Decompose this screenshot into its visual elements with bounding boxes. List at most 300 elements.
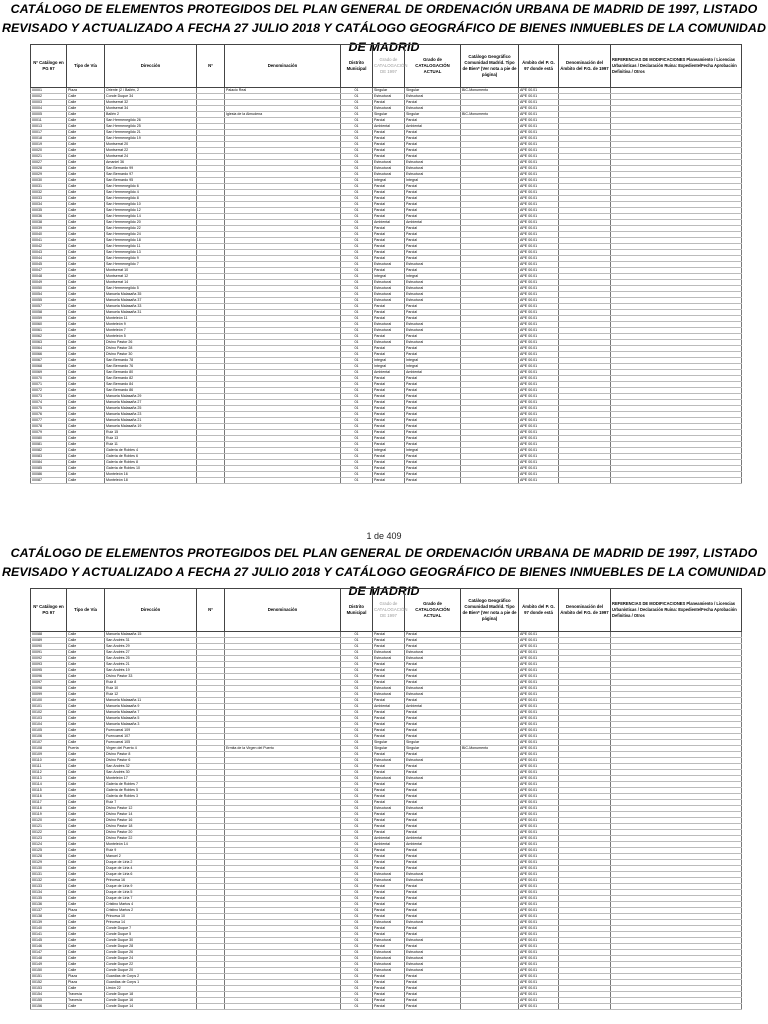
cell-grade-1997: Estructural [373, 286, 405, 292]
cell-grade-current: Parcial [405, 752, 461, 758]
cell-catalog-number: 00075 [31, 406, 67, 412]
cell-address: Conde Duque 5 [105, 932, 197, 938]
cell-catalog-number: 00030 [31, 178, 67, 184]
cell-district: 01 [341, 478, 373, 484]
cell-catalog-number: 00038 [31, 220, 67, 226]
cell-district: 01 [341, 250, 373, 256]
cell-catalog-number: 00133 [31, 884, 67, 890]
cell-area-name [559, 1004, 611, 1010]
cell-pg-area: APE 00.01 [519, 364, 559, 370]
cell-road-type: Calle [67, 842, 105, 848]
cell-catalog-number: 00073 [31, 394, 67, 400]
cell-grade-1997: Parcial [373, 454, 405, 460]
cell-grade-1997: Parcial [373, 442, 405, 448]
cell-grade-current: Parcial [405, 710, 461, 716]
cell-road-type: Calle [67, 436, 105, 442]
cell-grade-current: Parcial [405, 256, 461, 262]
cell-road-type: Calle [67, 424, 105, 430]
cell-road-type: Calle [67, 944, 105, 950]
cell-grade-current: Parcial [405, 118, 461, 124]
cell-grade-1997: Estructural [373, 340, 405, 346]
cell-grade-current: Estructural [405, 328, 461, 334]
cell-address: Princesa 16 [105, 878, 197, 884]
cell-road-type: Calle [67, 938, 105, 944]
cell-grade-current: Parcial [405, 430, 461, 436]
cell-road-type: Calle [67, 926, 105, 932]
cell-grade-1997: Parcial [373, 334, 405, 340]
cell-address: Galería de Robles 5 [105, 788, 197, 794]
cell-catalog-number: 00153 [31, 986, 67, 992]
cell-pg-area: APE 00.01 [519, 238, 559, 244]
cell-district: 01 [341, 208, 373, 214]
cell-district: 01 [341, 244, 373, 250]
cell-address: San Bernardo 99 [105, 166, 197, 172]
cell-district: 01 [341, 220, 373, 226]
cell-district: 01 [341, 848, 373, 854]
cell-grade-current: Parcial [405, 148, 461, 154]
cell-road-type: Calle [67, 352, 105, 358]
cell-road-type: Calle [67, 196, 105, 202]
cell-grade-1997: Parcial [373, 644, 405, 650]
cell-address: Conde Duque 18 [105, 992, 197, 998]
cell-road-type: Calle [67, 334, 105, 340]
cell-grade-1997: Estructural [373, 968, 405, 974]
cell-catalog-number: 00068 [31, 364, 67, 370]
cell-address: San Andrés 19 [105, 668, 197, 674]
cell-road-type: Calle [67, 250, 105, 256]
cell-grade-1997: Parcial [373, 214, 405, 220]
cell-district: 01 [341, 292, 373, 298]
cell-pg-area: APE 00.01 [519, 178, 559, 184]
cell-pg-area: APE 00.01 [519, 370, 559, 376]
cell-grade-1997: Parcial [373, 824, 405, 830]
cell-grade-current: Parcial [405, 632, 461, 638]
cell-address: Divino Pastor 28 [105, 346, 197, 352]
cell-grade-current: Parcial [405, 436, 461, 442]
cell-address: Galería de Robles 6 [105, 454, 197, 460]
cell-road-type: Calle [67, 632, 105, 638]
cell-grade-current: Parcial [405, 268, 461, 274]
cell-road-type: Calle [67, 442, 105, 448]
cell-catalog-number: 00021 [31, 154, 67, 160]
cell-road-type: Calle [67, 650, 105, 656]
cell-pg-area: APE 00.01 [519, 944, 559, 950]
cell-grade-current: Estructural [405, 872, 461, 878]
cell-pg-area: APE 00.01 [519, 418, 559, 424]
cell-grade-current: Estructural [405, 806, 461, 812]
cell-road-type: Calle [67, 836, 105, 842]
cell-road-type: Calle [67, 340, 105, 346]
cell-address: Ruiz 7 [105, 800, 197, 806]
cell-grade-current: Parcial [405, 154, 461, 160]
cell-district: 01 [341, 400, 373, 406]
cell-pg-area: APE 00.01 [519, 298, 559, 304]
cell-grade-current: Parcial [405, 824, 461, 830]
cell-district: 01 [341, 160, 373, 166]
cell-catalog-number: 00119 [31, 812, 67, 818]
cell-address: Manuela Malasaña 31 [105, 310, 197, 316]
cell-catalog-number: 00060 [31, 322, 67, 328]
cell-grade-1997: Parcial [373, 118, 405, 124]
cell-grade-current: Estructural [405, 950, 461, 956]
cell-grade-current: Integral [405, 178, 461, 184]
cell-grade-current: Parcial [405, 244, 461, 250]
cell-address: Conde Duque 34 [105, 94, 197, 100]
cell-address: Fuencarral 105 [105, 740, 197, 746]
cell-pg-area: APE 00.01 [519, 986, 559, 992]
cell-district: 01 [341, 644, 373, 650]
cell-grade-current: Parcial [405, 208, 461, 214]
cell-pg-area: APE 00.01 [519, 788, 559, 794]
cell-address: Manuela Malasaña 27 [105, 400, 197, 406]
cell-catalog-number: 00122 [31, 830, 67, 836]
cell-district: 01 [341, 298, 373, 304]
cell-pg-area: APE 00.01 [519, 232, 559, 238]
cell-address: Monteleón 16 [105, 472, 197, 478]
cell-grade-current: Integral [405, 358, 461, 364]
cell-road-type: Calle [67, 692, 105, 698]
cell-address: Montserrat 24 [105, 154, 197, 160]
cell-district: 01 [341, 304, 373, 310]
cell-address: Fuencarral 107 [105, 734, 197, 740]
cell-catalog-number: 00108 [31, 746, 67, 752]
cell-grade-1997: Parcial [373, 782, 405, 788]
cell-address: Conde Duque 30 [105, 938, 197, 944]
cell-address: San Hermenegildo 9 [105, 256, 197, 262]
cell-grade-current: Parcial [405, 698, 461, 704]
cell-grade-current: Parcial [405, 460, 461, 466]
cell-grade-1997: Parcial [373, 884, 405, 890]
cell-road-type: Calle [67, 292, 105, 298]
cell-catalog-number: 00058 [31, 310, 67, 316]
cell-address: Monteleón 9 [105, 322, 197, 328]
cell-grade-current: Parcial [405, 764, 461, 770]
cell-district: 01 [341, 632, 373, 638]
cell-road-type: Calle [67, 776, 105, 782]
table-row [31, 1004, 742, 1010]
cell-catalog-number: 00070 [31, 376, 67, 382]
cell-pg-area: APE 00.01 [519, 908, 559, 914]
cell-pg-area: APE 00.01 [519, 400, 559, 406]
cell-address: San Andrés 27 [105, 650, 197, 656]
cell-catalog-number: 00067 [31, 358, 67, 364]
cell-road-type: Calle [67, 364, 105, 370]
cell-grade-1997: Integral [373, 274, 405, 280]
cell-address: Duque de Liria 5 [105, 890, 197, 896]
cell-grade-1997: Parcial [373, 974, 405, 980]
cell-pg-area: APE 00.01 [519, 950, 559, 956]
cell-pg-area: APE 00.01 [519, 632, 559, 638]
cell-catalog-number: 00020 [31, 148, 67, 154]
cell-grade-1997: Estructural [373, 692, 405, 698]
cell-catalog-number: 00140 [31, 926, 67, 932]
cell-grade-current: Parcial [405, 442, 461, 448]
cell-grade-current: Estructural [405, 938, 461, 944]
cell-pg-area: APE 00.01 [519, 734, 559, 740]
cell-district: 01 [341, 280, 373, 286]
cell-catalog-number: 00151 [31, 974, 67, 980]
cell-address: San Hermenegildo 18 [105, 238, 197, 244]
cell-district: 01 [341, 998, 373, 1004]
cell-road-type: Calle [67, 854, 105, 860]
cell-road-type: Calle [67, 430, 105, 436]
cell-address: San Bernardo 78 [105, 358, 197, 364]
cell-pg-area: APE 00.01 [519, 716, 559, 722]
cell-catalog-number: 00134 [31, 890, 67, 896]
cell-address: Conde Duque 7 [105, 926, 197, 932]
cell-grade-current: Parcial [405, 454, 461, 460]
cell-pg-area: APE 00.01 [519, 226, 559, 232]
cell-road-type: Calle [67, 878, 105, 884]
cell-road-type: Calle [67, 160, 105, 166]
cell-address: Divino Pastor 26 [105, 340, 197, 346]
cell-district: 01 [341, 226, 373, 232]
cell-catalog-number: 00110 [31, 758, 67, 764]
cell-district: 01 [341, 430, 373, 436]
cell-catalog-number: 00004 [31, 106, 67, 112]
cell-district: 01 [341, 136, 373, 142]
cell-district: 01 [341, 878, 373, 884]
cell-road-type: Calle [67, 412, 105, 418]
cell-grade-1997: Parcial [373, 764, 405, 770]
cell-district: 01 [341, 466, 373, 472]
cell-number [197, 478, 225, 484]
cell-grade-current: Parcial [405, 728, 461, 734]
cell-district: 01 [341, 824, 373, 830]
cell-district: 01 [341, 752, 373, 758]
cell-address: Ruiz 10 [105, 686, 197, 692]
cell-address: Divino Pastor 22 [105, 836, 197, 842]
cell-district: 01 [341, 902, 373, 908]
cell-catalog-number: 00131 [31, 872, 67, 878]
cell-pg-area: APE 00.01 [519, 136, 559, 142]
cell-address: Conde Duque 28 [105, 944, 197, 950]
cell-pg-area: APE 00.01 [519, 208, 559, 214]
cell-district: 01 [341, 782, 373, 788]
cell-catalog-number: 00080 [31, 436, 67, 442]
cell-grade-current: Parcial [405, 914, 461, 920]
cell-road-type: Calle [67, 752, 105, 758]
col-header-district: Distrito Municipal [341, 589, 373, 632]
cell-road-type: Plaza [67, 908, 105, 914]
cell-grade-current: Parcial [405, 142, 461, 148]
cell-grade-1997: Singular [373, 746, 405, 752]
cell-denomination: Palacio Real [225, 88, 341, 94]
cell-district: 01 [341, 388, 373, 394]
col-header-area-name: Denominación del Ámbito del P.G. de 1997 [559, 589, 611, 632]
cell-address: Ruiz 11 [105, 442, 197, 448]
cell-catalog-number: 00109 [31, 752, 67, 758]
cell-district: 01 [341, 94, 373, 100]
cell-road-type: Calle [67, 208, 105, 214]
cell-grade-current: Parcial [405, 890, 461, 896]
cell-catalog-number: 00096 [31, 674, 67, 680]
cell-district: 01 [341, 418, 373, 424]
cell-grade-1997: Parcial [373, 800, 405, 806]
cell-address: San Hermenegildo 10 [105, 202, 197, 208]
cell-road-type: Calle [67, 118, 105, 124]
cell-grade-1997: Singular [373, 88, 405, 94]
cell-address: Ruiz 15 [105, 430, 197, 436]
cell-road-type: Calle [67, 704, 105, 710]
cell-grade-current: Parcial [405, 638, 461, 644]
cell-catalog-number: 00002 [31, 94, 67, 100]
cell-district: 01 [341, 364, 373, 370]
cell-grade-1997: Estructural [373, 872, 405, 878]
cell-pg-area: APE 00.01 [519, 668, 559, 674]
cell-asset-type [461, 1004, 519, 1010]
col-header-denomination: Denominación [225, 589, 341, 632]
cell-pg-area: APE 00.01 [519, 662, 559, 668]
cell-address: Monteleón 7 [105, 328, 197, 334]
cell-district: 01 [341, 352, 373, 358]
cell-grade-current: Estructural [405, 322, 461, 328]
cell-pg-area: APE 00.01 [519, 776, 559, 782]
cell-grade-1997: Parcial [373, 698, 405, 704]
cell-district: 01 [341, 118, 373, 124]
cell-grade-1997: Parcial [373, 848, 405, 854]
cell-pg-area: APE 00.01 [519, 884, 559, 890]
cell-catalog-number: 00033 [31, 196, 67, 202]
cell-catalog-number: 00137 [31, 908, 67, 914]
cell-district: 01 [341, 788, 373, 794]
cell-grade-1997: Parcial [373, 926, 405, 932]
cell-address: Duque de Liria 9 [105, 884, 197, 890]
cell-grade-1997: Integral [373, 358, 405, 364]
cell-road-type: Calle [67, 884, 105, 890]
cell-pg-area: APE 00.01 [519, 710, 559, 716]
cell-pg-area: APE 00.01 [519, 148, 559, 154]
cell-grade-current: Estructural [405, 686, 461, 692]
cell-catalog-number: 00054 [31, 292, 67, 298]
cell-catalog-number: 00066 [31, 352, 67, 358]
cell-district: 01 [341, 232, 373, 238]
cell-district: 01 [341, 704, 373, 710]
cell-road-type: Calle [67, 986, 105, 992]
cell-grade-current: Parcial [405, 644, 461, 650]
cell-grade-current: Singular [405, 746, 461, 752]
cell-road-type: Calle [67, 244, 105, 250]
cell-address: Divino Pastor 18 [105, 824, 197, 830]
col-header-number: Nº [197, 45, 225, 88]
cell-grade-1997: Parcial [373, 638, 405, 644]
cell-catalog-number: 00104 [31, 722, 67, 728]
cell-road-type: Calle [67, 154, 105, 160]
cell-district: 01 [341, 926, 373, 932]
cell-grade-current: Parcial [405, 394, 461, 400]
cell-catalog-number: 00095 [31, 668, 67, 674]
cell-grade-1997: Parcial [373, 190, 405, 196]
cell-grade-1997: Parcial [373, 136, 405, 142]
cell-pg-area: APE 00.01 [519, 142, 559, 148]
cell-road-type: Calle [67, 310, 105, 316]
cell-district: 01 [341, 818, 373, 824]
cell-address: San Andrés 25 [105, 656, 197, 662]
col-header-catalog-number: Nº Catálogo en PG 97 [31, 589, 67, 632]
cell-grade-current: Parcial [405, 184, 461, 190]
cell-catalog-number: 00081 [31, 442, 67, 448]
col-header-grade-current: Grado de CATALOGACIÓN ACTUAL [405, 589, 461, 632]
cell-grade-1997: Parcial [373, 352, 405, 358]
cell-pg-area: APE 00.01 [519, 866, 559, 872]
cell-district: 01 [341, 172, 373, 178]
cell-district: 01 [341, 722, 373, 728]
cell-grade-1997: Estructural [373, 962, 405, 968]
cell-address: Guardias de Corps 2 [105, 974, 197, 980]
cell-road-type: Calle [67, 370, 105, 376]
cell-pg-area: APE 00.01 [519, 812, 559, 818]
cell-district: 01 [341, 214, 373, 220]
cell-address: Conde Duque 26 [105, 950, 197, 956]
cell-district: 01 [341, 758, 373, 764]
cell-road-type: Calle [67, 454, 105, 460]
col-header-road-type: Tipo de Vía [67, 589, 105, 632]
cell-address: Divino Pastor 8 [105, 752, 197, 758]
cell-road-type: Calle [67, 106, 105, 112]
cell-denomination: Ermita de la Virgen del Puerto [225, 746, 341, 752]
cell-grade-1997: Parcial [373, 466, 405, 472]
cell-district: 01 [341, 860, 373, 866]
cell-grade-current: Ambiental [405, 124, 461, 130]
cell-address: Manuela Malasaña 35 [105, 292, 197, 298]
cell-catalog-number: 00040 [31, 232, 67, 238]
cell-grade-current: Parcial [405, 412, 461, 418]
cell-address: Manuela Malasaña 3 [105, 722, 197, 728]
cell-address: Manuela Malasaña 33 [105, 304, 197, 310]
cell-pg-area: APE 00.01 [519, 890, 559, 896]
cell-address: Galería de Robles 3 [105, 794, 197, 800]
cell-catalog-number: 00147 [31, 950, 67, 956]
cell-road-type: Calle [67, 956, 105, 962]
cell-grade-1997: Parcial [373, 400, 405, 406]
cell-address: Duque de Liria 6 [105, 872, 197, 878]
cell-catalog-number: 00093 [31, 662, 67, 668]
cell-address: Manuela Malasaña 29 [105, 394, 197, 400]
cell-grade-1997: Parcial [373, 710, 405, 716]
cell-road-type: Calle [67, 890, 105, 896]
cell-pg-area: APE 00.01 [519, 202, 559, 208]
cell-road-type: Calle [67, 818, 105, 824]
cell-address: Duque de Liria 7 [105, 896, 197, 902]
cell-catalog-number: 00128 [31, 854, 67, 860]
cell-pg-area: APE 00.01 [519, 818, 559, 824]
cell-address: San Hermenegildo 13 [105, 250, 197, 256]
cell-pg-area: APE 00.01 [519, 656, 559, 662]
cell-district: 01 [341, 638, 373, 644]
cell-grade-current: Integral [405, 274, 461, 280]
cell-pg-area: APE 00.01 [519, 244, 559, 250]
cell-grade-current: Parcial [405, 734, 461, 740]
cell-road-type: Calle [67, 400, 105, 406]
cell-pg-area: APE 00.01 [519, 112, 559, 118]
cell-address: Oriente (2 / Bailén, 2 [105, 88, 197, 94]
cell-address: Conde Duque 14 [105, 1004, 197, 1010]
cell-pg-area: APE 00.01 [519, 250, 559, 256]
cell-district: 01 [341, 154, 373, 160]
cell-grade-1997: Parcial [373, 818, 405, 824]
cell-grade-1997: Estructural [373, 956, 405, 962]
cell-pg-area: APE 00.01 [519, 1004, 559, 1010]
cell-grade-current: Parcial [405, 818, 461, 824]
cell-pg-area: APE 00.01 [519, 806, 559, 812]
cell-grade-1997: Ambiental [373, 124, 405, 130]
cell-address: Ruiz 12 [105, 692, 197, 698]
cell-address: Conde Duque 16 [105, 998, 197, 1004]
cell-district: 01 [341, 88, 373, 94]
cell-grade-1997: Parcial [373, 394, 405, 400]
cell-grade-1997: Estructural [373, 650, 405, 656]
cell-grade-1997: Parcial [373, 100, 405, 106]
